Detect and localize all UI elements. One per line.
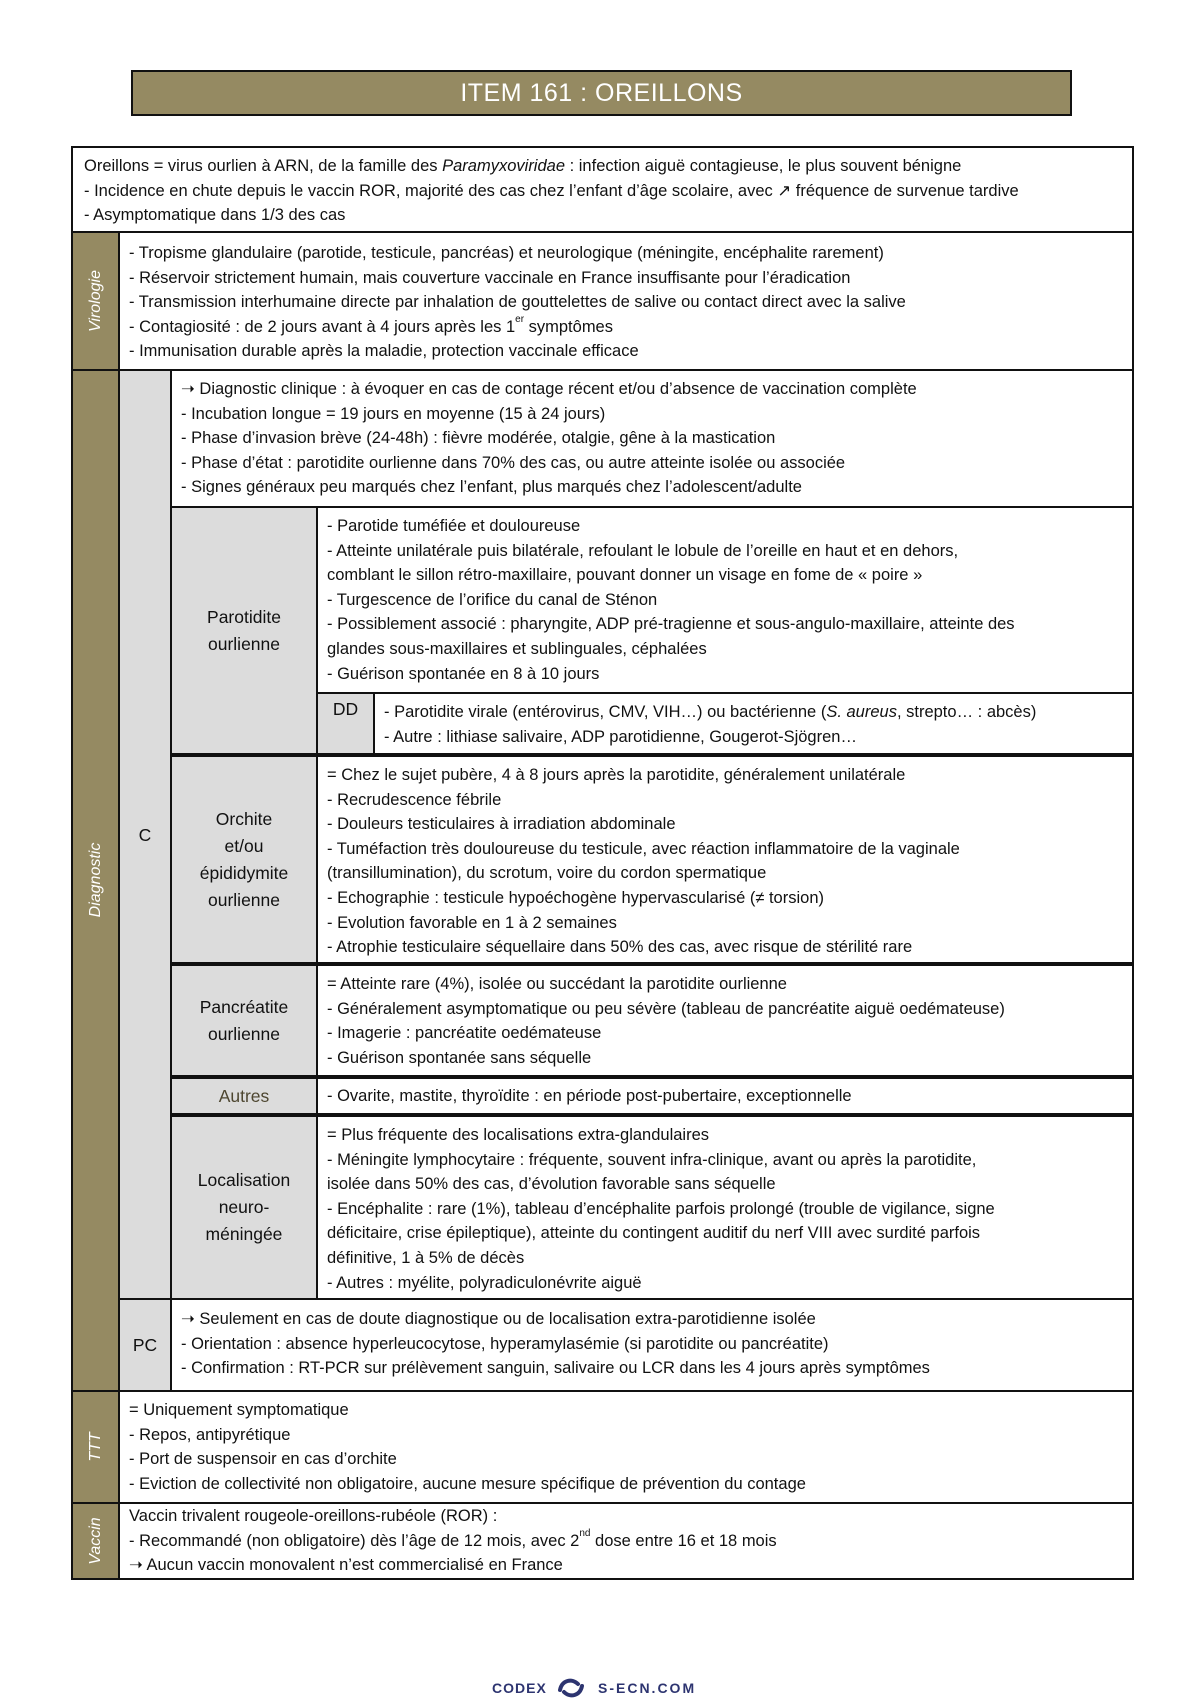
orchite-line: - Douleurs testiculaires à irradiation abdominale — [327, 815, 676, 834]
parotidite-line: glandes sous-maxillaires et sublinguales, céphalées — [327, 639, 707, 658]
c-line: - Phase d’invasion brève (24-48h) : fièvre modérée, otalgie, gêne à la mastication — [181, 429, 776, 448]
vaccin-line-3: ➝ Aucun vaccin monovalent n’est commercialisé en France — [129, 1556, 563, 1575]
dd-divider — [373, 692, 375, 755]
dd-text — [384, 700, 1036, 749]
parotidite-line: - Guérison spontanée en 8 à 10 jours — [327, 664, 600, 683]
parotidite-line: - Atteinte unilatérale puis bilatérale, refoulant le lobule de l’oreille en haut et en dehors, — [327, 541, 959, 560]
c-label: C — [138, 824, 152, 845]
vaccin-line-1: Vaccin trivalent rougeole-oreillons-rubéole (ROR) : — [129, 1507, 498, 1525]
dd-line-2: - Autre : lithiase salivaire, ADP parotidienne, Gougerot-Sjögren… — [384, 727, 857, 746]
neuro-line: définitive, 1 à 5% de décès — [327, 1248, 525, 1267]
ttt-line: - Repos, antipyrétique — [129, 1425, 291, 1444]
autres-text — [327, 1084, 852, 1109]
neuro-text — [327, 1123, 995, 1295]
intro-line-3: - Asymptomatique dans 1/3 des cas — [84, 206, 346, 225]
orchite-line: - Tuméfaction très douloureuse du testicule, avec réaction inflammatoire de la vaginale — [327, 839, 960, 858]
intro-text — [84, 154, 1019, 228]
parotidite-line: - Turgescence de l’orifice du canal de Sténon — [327, 590, 658, 609]
orchite-line: = Chez le sujet pubère, 4 à 8 jours après la parotidite, généralement unilatérale — [327, 766, 906, 784]
pancreatite-text — [327, 972, 1005, 1070]
pc-line: - Orientation : absence hyperleucocytose, hyperamylasémie (si parotidite ou pancréatite) — [181, 1334, 829, 1353]
virologie-line: - Tropisme glandulaire (parotide, testicule, pancréas) et neurologique (méningite, encéphalite rarement) — [129, 244, 884, 262]
pc-line: - Confirmation : RT-PCR sur prélèvement sanguin, salivaire ou LCR dans les 4 jours après symptômes — [181, 1359, 930, 1378]
ttt-divider — [71, 1390, 1134, 1392]
footer-brand: CODEX — [492, 1680, 547, 1696]
parotidite-label: Parotidite ourlienne — [207, 606, 281, 654]
vaccin-label: Vaccin — [87, 1517, 104, 1565]
pancreatite-label: Pancréatite ourlienne — [199, 996, 289, 1044]
footer-site: S-ECN.COM — [598, 1680, 697, 1696]
neuro-line: - Autres : myélite, polyradiculonévrite aiguë — [327, 1273, 642, 1292]
c-line: - Incubation longue = 19 jours en moyenne (15 à 24 jours) — [181, 404, 606, 423]
virologie-label: Virologie — [87, 270, 104, 332]
ttt-line: = Uniquement symptomatique — [129, 1401, 349, 1419]
neuro-line: - Encéphalite : rare (1%), tableau d’encéphalite parfois prolongé (trouble de vigilance, signe — [327, 1199, 995, 1218]
c-text — [181, 377, 917, 500]
orchite-label-divider — [316, 755, 318, 964]
pancreatite-label-divider — [316, 964, 318, 1077]
c-line: ➝ Diagnostic clinique : à évoquer en cas de contage récent et/ou d’absence de vaccination complète — [181, 380, 917, 398]
neuro-label-divider — [316, 1115, 318, 1300]
orchite-line: - Echographie : testicule hypoéchogène hypervascularisé (≠ torsion) — [327, 888, 824, 907]
ttt-label: TTT — [87, 1432, 104, 1462]
parotidite-line: - Parotide tuméfiée et douloureuse — [327, 517, 581, 535]
pancreatite-line: = Atteinte rare (4%), isolée ou succédant la parotidite ourlienne — [327, 975, 787, 993]
neuro-line: isolée dans 50% des cas, d’évolution favorable sans séquelle — [327, 1175, 776, 1194]
pc-line: ➝ Seulement en cas de doute diagnostique ou de localisation extra-parotidienne isolée — [181, 1310, 816, 1328]
parotidite-line: - Possiblement associé : pharyngite, ADP pré-tragienne et sous-angulo-maxillaire, atteinte des — [327, 615, 1015, 634]
pc-text — [181, 1307, 930, 1381]
orchite-line: (transillumination), du scrotum, voire du cordon spermatique — [327, 864, 767, 883]
parotidite-line: comblant le sillon rétro-maxillaire, pouvant donner un visage en fome de « poire » — [327, 566, 923, 585]
page-title: ITEM 161 : OREILLONS — [131, 70, 1072, 116]
vaccin-line-2: - Recommandé (non obligatoire) dès l’âge de 12 mois, avec 2nd dose entre 16 et 18 mois — [129, 1527, 777, 1550]
c-line: - Signes généraux peu marqués chez l’enfant, plus marqués chez l’adolescent/adulte — [181, 478, 802, 497]
virologie-text — [129, 241, 906, 364]
diagnostic-label: Diagnostic — [87, 842, 104, 918]
parotidite-text — [327, 514, 1015, 686]
orchite-text — [327, 763, 960, 960]
pancreatite-line: - Guérison spontanée sans séquelle — [327, 1048, 592, 1067]
orchite-line: - Atrophie testiculaire séquellaire dans 50% des cas, avec risque de stérilité rare — [327, 938, 913, 957]
autres-label: Autres — [218, 1085, 270, 1106]
pancreatite-line: - Imagerie : pancréatite oedémateuse — [327, 1024, 602, 1043]
autres-line: - Ovarite, mastite, thyroïdite : en période post-pubertaire, exceptionnelle — [327, 1087, 852, 1105]
ttt-line: - Eviction de collectivité non obligatoire, aucune mesure spécifique de prévention du contage — [129, 1474, 806, 1493]
intro-divider — [71, 231, 1134, 233]
neuro-line: = Plus fréquente des localisations extra-glandulaires — [327, 1126, 710, 1144]
autres-label-divider — [316, 1077, 318, 1115]
codex-logo-icon — [556, 1676, 586, 1700]
intro-line-1: Oreillons = virus ourlien à ARN, de la famille des Paramyxoviridae : infection aiguë contagieuse, le plus souvent bénigne — [84, 157, 962, 175]
orchite-line: - Recrudescence fébrile — [327, 790, 502, 809]
ttt-line: - Port de suspensoir en cas d’orchite — [129, 1450, 397, 1469]
pancreatite-line: - Généralement asymptomatique ou peu sévère (tableau de pancréatite aiguë oedémateuse) — [327, 999, 1005, 1018]
neuro-label: Localisation neuro- méningée — [197, 1170, 291, 1244]
virologie-line: - Immunisation durable après la maladie, protection vaccinale efficace — [129, 342, 639, 361]
virologie-contagion-line: - Contagiosité : de 2 jours avant à 4 jours après les 1er symptômes — [129, 313, 613, 336]
dd-label: DD — [332, 698, 359, 719]
ttt-text — [129, 1398, 806, 1496]
c-line: - Phase d’état : parotidite ourlienne dans 70% des cas, ou autre atteinte isolée ou associée — [181, 453, 846, 472]
dd-line-1: - Parotidite virale (entérovirus, CMV, VIH…) ou bactérienne (S. aureus, strepto… : abcès) — [384, 703, 1037, 721]
neuro-line: déficitaire, crise épileptique), atteinte du contingent auditif du nerf VIII avec surdité parfois — [327, 1224, 981, 1243]
pc-label: PC — [132, 1334, 158, 1355]
intro-line-2: - Incidence en chute depuis le vaccin ROR, majorité des cas chez l’enfant d’âge scolaire, avec ↗ fréquence de survenue tardive — [84, 181, 1019, 200]
virologie-line: - Transmission interhumaine directe par inhalation de gouttelettes de salive ou contact direct avec la salive — [129, 293, 906, 312]
orchite-label: Orchite et/ou épididymite ourlienne — [199, 808, 289, 910]
neuro-line: - Méningite lymphocytaire : fréquente, souvent infra-clinique, avant ou après la parotidite, — [327, 1150, 977, 1169]
orchite-line: - Evolution favorable en 1 à 2 semaines — [327, 913, 617, 932]
vaccin-text — [129, 1504, 777, 1578]
virologie-line: - Réservoir strictement humain, mais couverture vaccinale en France insuffisante pour l’éradication — [129, 268, 851, 287]
